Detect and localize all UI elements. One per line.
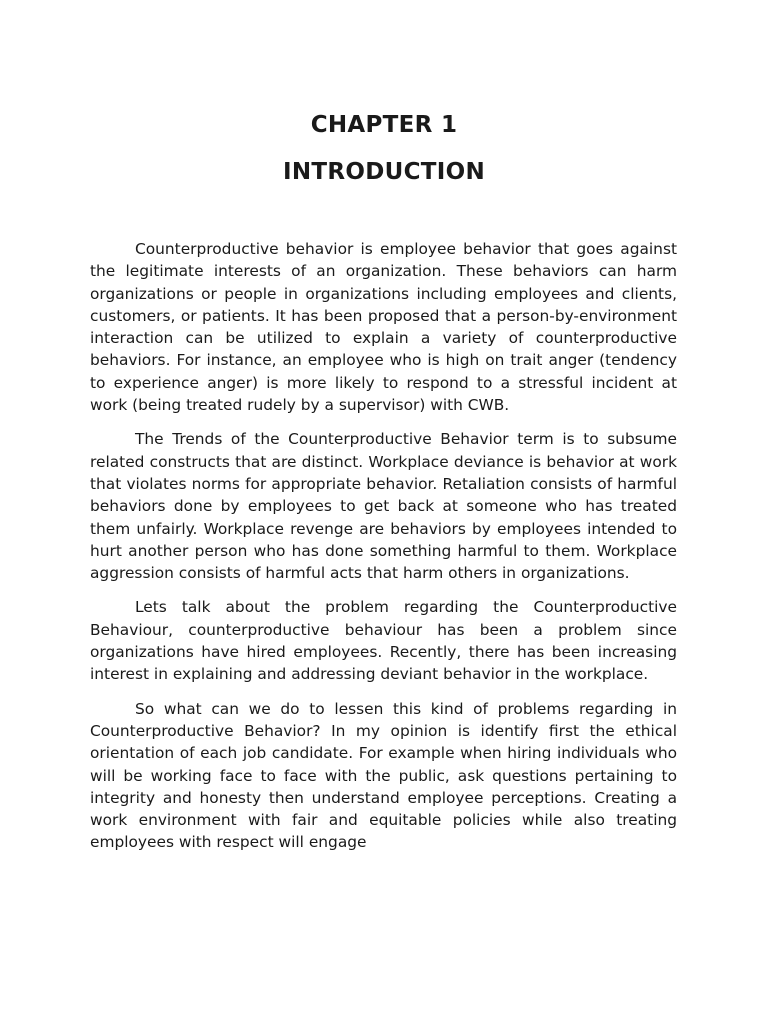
paragraph-solution: So what can we do to lessen this kind of problems regarding in Counterproductive Behavior? In my opinion is identify first the ethical orientation of each job candidate. For example when hiring individuals who will be working face to face with the public, ask questions pertaining to integrity and honesty then understand employee perceptions. Creating a work environment with fair and equitable policies while also treating employees with respect will engage: [90, 699, 677, 852]
chapter-title: INTRODUCTION: [282, 159, 486, 185]
body-text: [90, 238, 677, 866]
paragraph-definition: Counterproductive behavior is employee behavior that goes against the legitimate interests of an organization. These behaviors can harm organizations or people in organizations including employees and clients, customers, or patients. It has been proposed that a person-by-environment interaction can be utilized to explain a variety of counterproductive behaviors. For instance, an employee who is high on trait anger (tendency to experience anger) is more likely to respond to a stressful incident at work (being treated rudely by a supervisor) with CWB.: [90, 240, 677, 415]
paragraph-trends: The Trends of the Counterproductive Behavior term is to subsume related constructs that are distinct. Workplace deviance is behavior at work that violates norms for appropriate behavior. Retaliation consists of harmful behaviors done by employees to get back at someone who has treated them unfairly. Workplace revenge are behaviors by employees intended to hurt another person who has done something harmful to them. Workplace aggression consists of harmful acts that harm others in organizations.: [90, 430, 677, 583]
chapter-number: CHAPTER 1: [310, 112, 458, 138]
paragraph-problem: Lets talk about the problem regarding the Counterproductive Behaviour, counterproductive behaviour has been a problem since organizations have hired employees. Recently, there has been increasing interest in explaining and addressing deviant behavior in the workplace.: [90, 598, 677, 684]
